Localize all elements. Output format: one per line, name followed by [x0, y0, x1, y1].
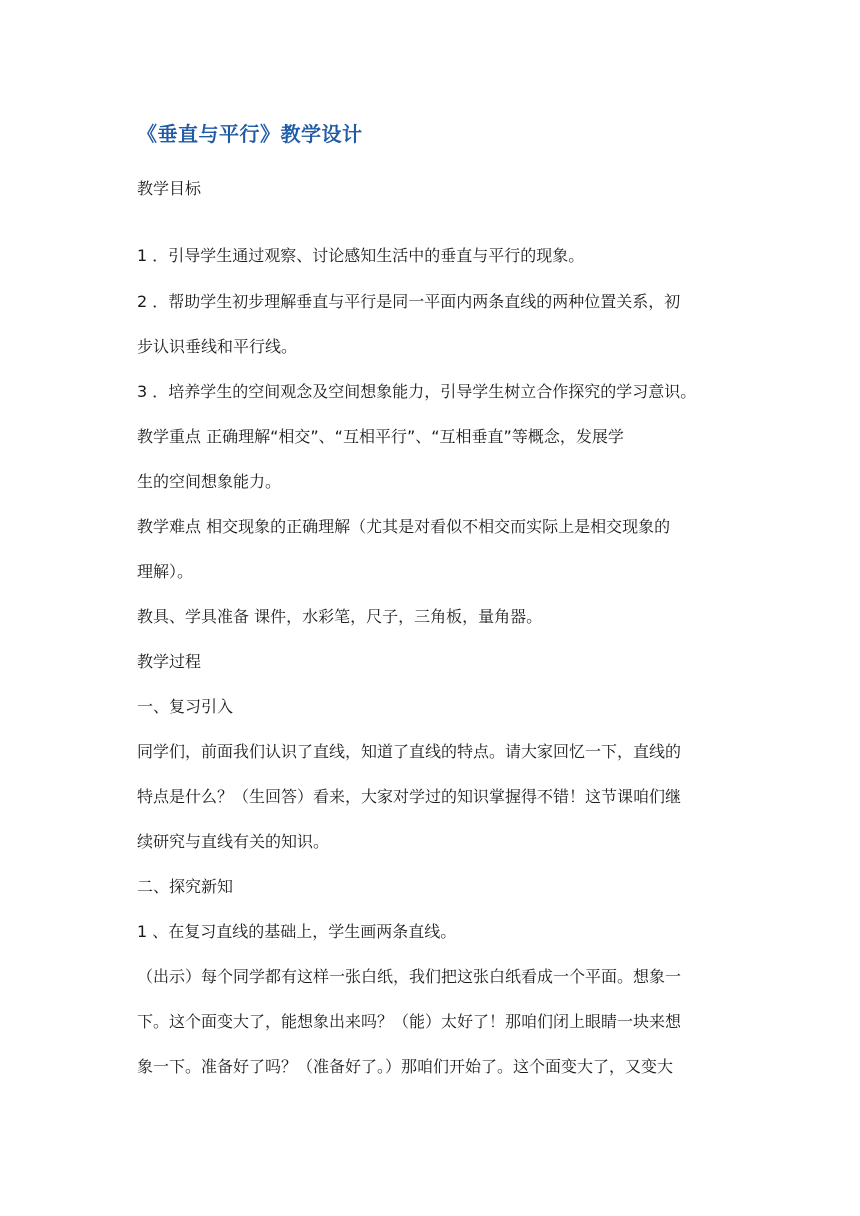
- explore-paragraph-line-3: 象一下。准备好了吗？（准备好了。）那咱们开始了。这个面变大了，又变大: [137, 1057, 674, 1076]
- review-paragraph-line-1: 同学们，前面我们认识了直线，知道了直线的特点。请大家回忆一下，直线的: [137, 742, 682, 761]
- review-paragraph-line-2: 特点是什么？（生回答）看来，大家对学过的知识掌握得不错！这节课咱们继: [137, 787, 682, 806]
- section-heading-review: 一、复习引入: [137, 697, 234, 716]
- section-heading-objectives: 教学目标: [137, 179, 202, 198]
- objective-2-line-2: 步认识垂线和平行线。: [137, 337, 298, 356]
- objective-1: 1 ．引导学生通过观察、讨论感知生活中的垂直与平行的现象。: [137, 246, 585, 265]
- key-points-line-2: 生的空间想象能力。: [137, 472, 282, 491]
- explore-paragraph-line-2: 下。这个面变大了，能想象出来吗？（能）太好了！那咱们闭上眼睛一块来想: [137, 1012, 682, 1031]
- objective-2-line-1: 2 ．帮助学生初步理解垂直与平行是同一平面内两条直线的两种位置关系，初: [137, 292, 681, 311]
- explore-step-1: 1 、在复习直线的基础上，学生画两条直线。: [137, 922, 457, 941]
- key-points-line-1: 教学重点 正确理解“相交”、“互相平行”、“互相垂直”等概念，发展学: [137, 427, 624, 446]
- section-heading-process: 教学过程: [137, 652, 202, 671]
- materials-line: 教具、学具准备 课件，水彩笔，尺子，三角板，量角器。: [137, 607, 543, 626]
- review-paragraph-line-3: 续研究与直线有关的知识。: [137, 832, 330, 851]
- document-title: 《垂直与平行》教学设计: [137, 122, 363, 146]
- section-heading-explore: 二、探究新知: [137, 877, 234, 896]
- objective-3: 3 ．培养学生的空间观念及空间想象能力，引导学生树立合作探究的学习意识。: [137, 382, 697, 401]
- explore-paragraph-line-1: （出示）每个同学都有这样一张白纸，我们把这张白纸看成一个平面。想象一: [137, 967, 682, 986]
- difficulty-line-1: 教学难点 相交现象的正确理解（尤其是对看似不相交而实际上是相交现象的: [137, 517, 671, 536]
- difficulty-line-2: 理解）。: [137, 562, 194, 581]
